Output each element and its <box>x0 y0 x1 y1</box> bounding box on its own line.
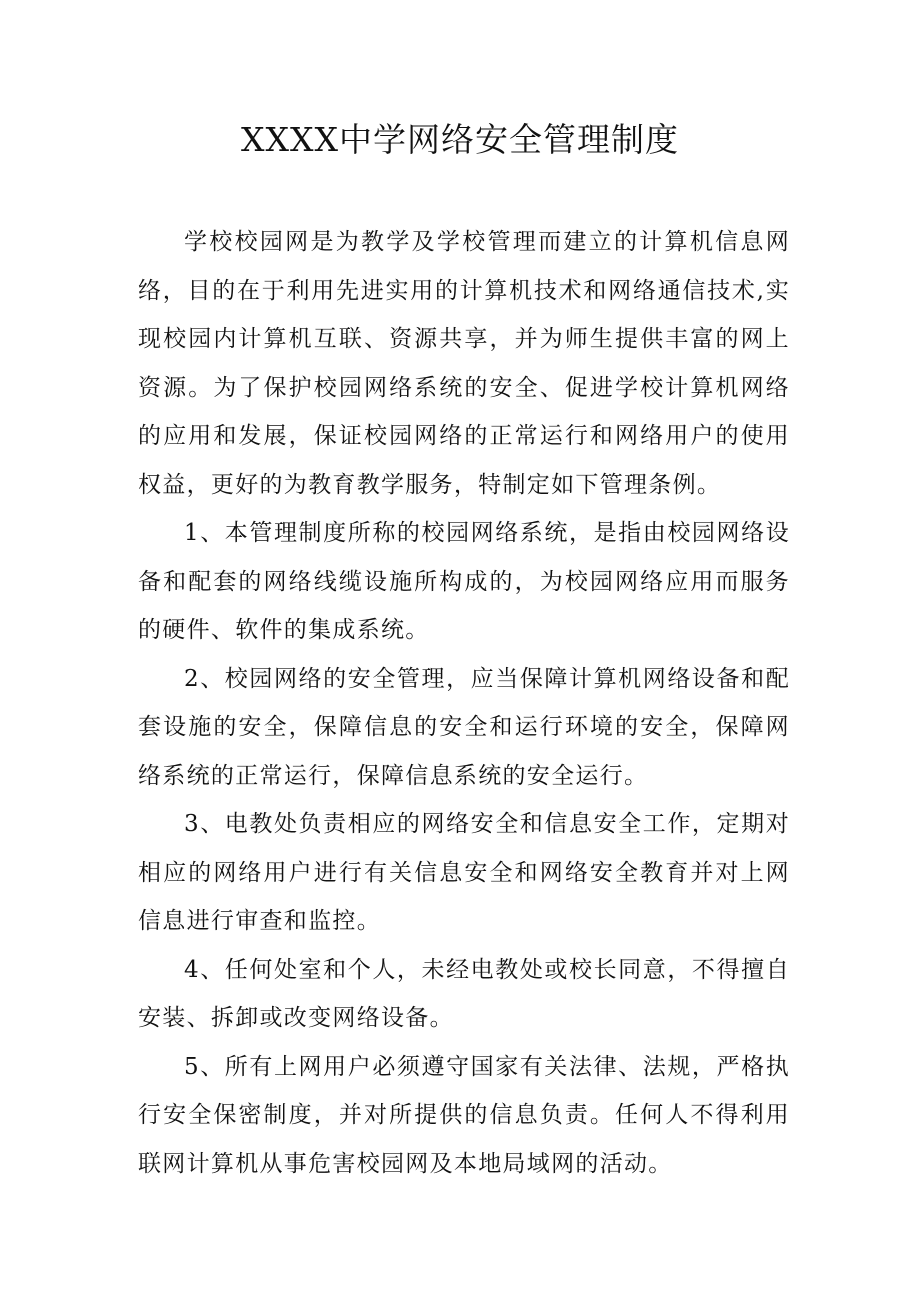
clause-5-paragraph: 5、所有上网用户必须遵守国家有关法律、法规，严格执行安全保密制度，并对所提供的信息负责。任何人不得利用联网计算机从事危害校园网及本地局域网的活动。 <box>138 1053 790 1177</box>
intro-paragraph: 学校校园网是为教学及学校管理而建立的计算机信息网络，目的在于利用先进实用的计算机技术和网络通信技术,实现校园内计算机互联、资源共享，并为师生提供丰富的网上资源。为了保护校园网络系统的安全、促进学校计算机网络的应用和发展，保证校园网络的正常运行和网络用户的使用权益，更好的为教育教学服务，特制定如下管理条例。 <box>138 229 790 498</box>
document-title: XXXX中学网络安全管理制度 <box>241 120 679 159</box>
clause-4-paragraph: 4、任何处室和个人，未经电教处或校长同意，不得擅自安装、拆卸或改变网络设备。 <box>138 956 790 1031</box>
clause-3-paragraph: 3、电教处负责相应的网络安全和信息安全工作，定期对相应的网络用户进行有关信息安全和网络安全教育并对上网信息进行审查和监控。 <box>138 811 790 934</box>
clause-2-paragraph: 2、校园网络的安全管理，应当保障计算机网络设备和配套设施的安全，保障信息的安全和运行环境的安全，保障网络系统的正常运行，保障信息系统的安全运行。 <box>138 665 790 789</box>
document-body <box>138 218 790 1188</box>
clause-1-paragraph: 1、本管理制度所称的校园网络系统，是指由校园网络设备和配套的网络线缆设施所构成的，为校园网络应用而服务的硬件、软件的集成系统。 <box>138 520 790 643</box>
